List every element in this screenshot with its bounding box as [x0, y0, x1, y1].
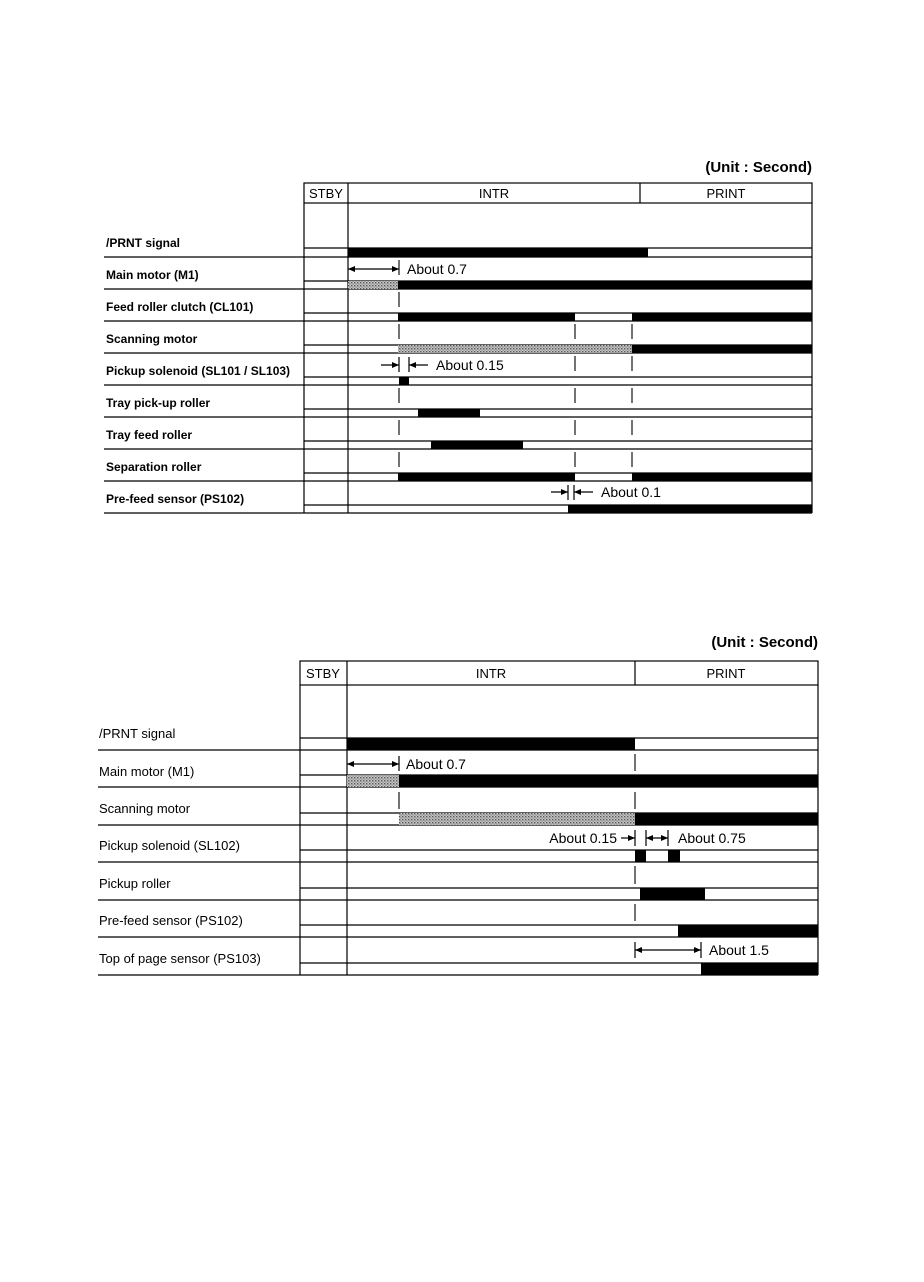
- annotation-about-0-15: [381, 357, 504, 373]
- pickup-solenoid-pulse-1: [635, 850, 646, 862]
- row-label-tray-pickup-roller: Tray pick-up roller: [106, 396, 211, 410]
- phase-intr: INTR: [475, 666, 507, 681]
- row-label-feed-roller-clutch: Feed roller clutch (CL101): [106, 300, 254, 314]
- annotation-about-0-7: [348, 261, 467, 277]
- pre-feed-sensor-bar: [678, 925, 818, 937]
- scanning-motor-ramp: [398, 345, 632, 353]
- row-label-main-motor: Main motor (M1): [99, 764, 195, 779]
- scanning-motor-bar: [635, 813, 818, 825]
- row-label-prnt-signal: /PRNT signal: [99, 726, 176, 741]
- feed-clutch-bar-1: [398, 313, 575, 321]
- annotation-about-0-7: [347, 756, 466, 772]
- row-label-top-of-page-sensor: Top of page sensor (PS103): [99, 951, 261, 966]
- main-motor-bar: [399, 775, 818, 787]
- pickup-roller-bar: [640, 888, 705, 900]
- phase-print: PRINT: [706, 186, 746, 201]
- row-label-pre-feed-sensor: Pre-feed sensor (PS102): [106, 492, 245, 506]
- row-label-scanning-motor: Scanning motor: [106, 332, 198, 346]
- phase-intr: INTR: [478, 186, 510, 201]
- pickup-solenoid-pulse: [399, 377, 409, 385]
- annotation-text: About 0.7: [407, 261, 467, 277]
- prnt-signal-bar: [348, 248, 648, 257]
- main-motor-bar: [398, 281, 812, 289]
- annotation-about-1-5: [635, 942, 769, 958]
- row-label-main-motor: Main motor (M1): [106, 268, 199, 282]
- row-label-pickup-solenoid: Pickup solenoid (SL102): [99, 838, 240, 853]
- annotation-text: About 0.15: [436, 357, 504, 373]
- timing-diagram-1: [104, 159, 812, 513]
- annotation-about-0-15: [549, 830, 635, 846]
- annotation-text: About 0.7: [406, 756, 466, 772]
- row-label-pickup-solenoid: Pickup solenoid (SL101 / SL103): [106, 364, 291, 378]
- prnt-signal-bar: [347, 738, 635, 750]
- main-motor-ramp: [347, 775, 399, 787]
- pickup-solenoid-pulse-2: [668, 850, 680, 862]
- timing-diagram-2: [98, 634, 818, 975]
- row-label-prnt-signal: /PRNT signal: [106, 236, 181, 250]
- annotation-text: About 0.1: [601, 484, 661, 500]
- row-label-pickup-roller: Pickup roller: [99, 876, 171, 891]
- annotation-about-0-75: [646, 830, 746, 846]
- annotation-text: About 0.75: [678, 830, 746, 846]
- main-motor-ramp: [348, 281, 398, 289]
- scanning-motor-ramp: [399, 813, 635, 825]
- phase-stby: STBY: [306, 666, 340, 681]
- tray-feed-roller-bar: [431, 441, 523, 449]
- pre-feed-sensor-bar: [568, 505, 812, 513]
- annotation-about-0-1: [551, 484, 661, 500]
- row-label-pre-feed-sensor: Pre-feed sensor (PS102): [99, 913, 243, 928]
- unit-label: (Unit : Second): [705, 159, 812, 176]
- row-label-tray-feed-roller: Tray feed roller: [106, 428, 193, 442]
- annotation-text: About 1.5: [709, 942, 769, 958]
- phase-print: PRINT: [706, 666, 746, 681]
- scanning-motor-bar: [632, 345, 812, 353]
- annotation-text: About 0.15: [549, 830, 617, 846]
- row-label-scanning-motor: Scanning motor: [99, 801, 191, 816]
- unit-label: (Unit : Second): [711, 634, 818, 651]
- top-of-page-sensor-bar: [701, 963, 818, 975]
- tray-pickup-roller-bar: [418, 409, 480, 417]
- row-label-separation-roller: Separation roller: [106, 460, 202, 474]
- phase-stby: STBY: [309, 186, 343, 201]
- separation-roller-bar-1: [398, 473, 575, 481]
- feed-clutch-bar-2: [632, 313, 812, 321]
- separation-roller-bar-2: [632, 473, 812, 481]
